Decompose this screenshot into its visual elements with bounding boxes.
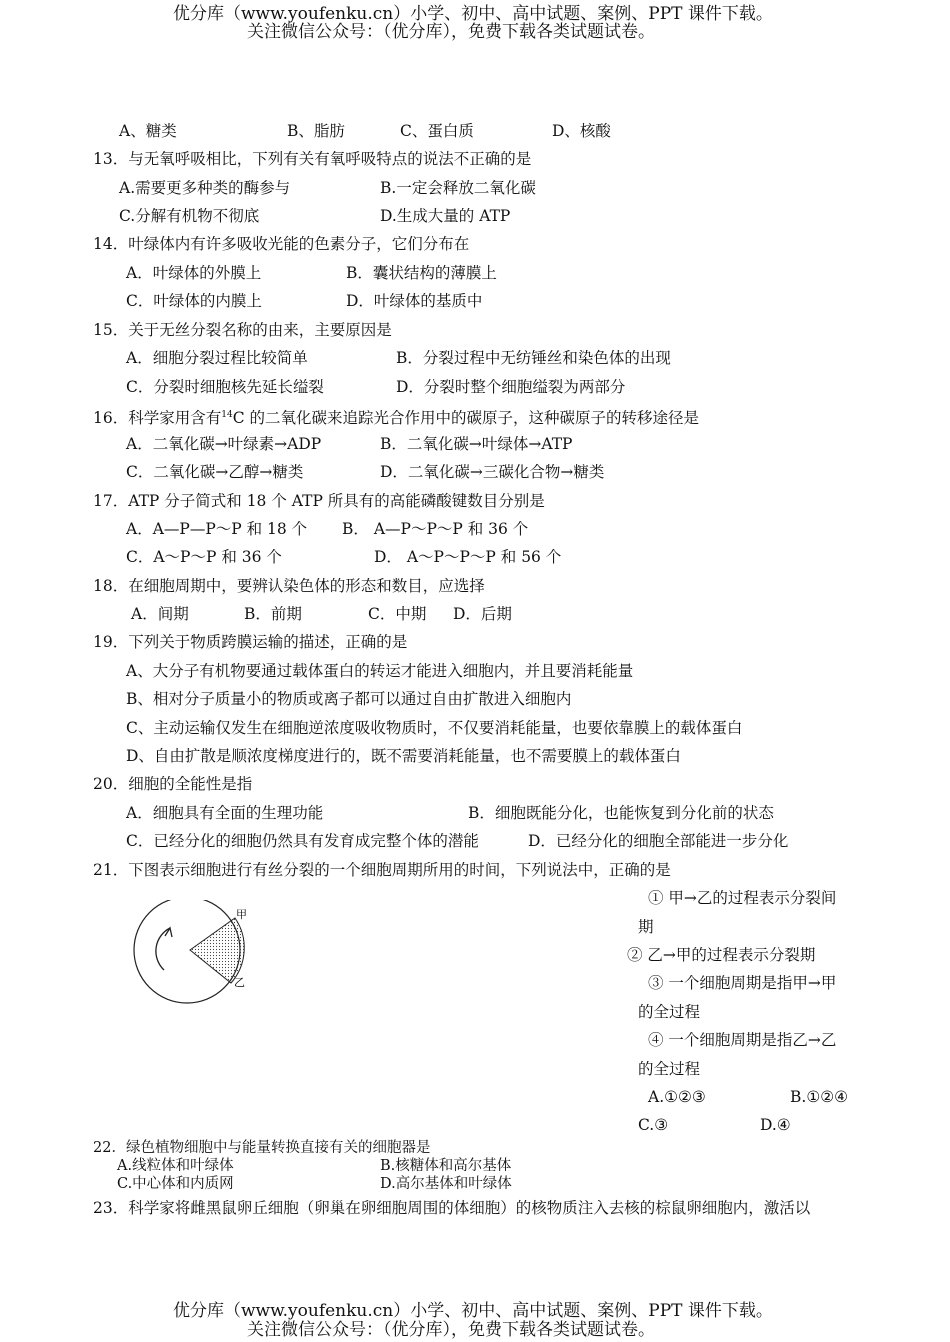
q12-option-d: D、核酸: [552, 122, 611, 140]
q15-stem: 15．关于无丝分裂名称的由来，主要原因是: [93, 321, 392, 339]
q15-option-b: B．分裂过程中无纺锤丝和染色体的出现: [396, 349, 671, 367]
q20-stem: 20．细胞的全能性是指: [93, 775, 253, 793]
q14-option-d: D．叶绿体的基质中: [346, 292, 483, 310]
q20-option-a: A．细胞具有全面的生理功能: [126, 804, 324, 822]
q22-option-d: D.高尔基体和叶绿体: [380, 1176, 512, 1192]
q12-option-a: A、糖类: [119, 122, 177, 140]
q14-option-b: B．囊状结构的薄膜上: [346, 264, 497, 282]
header-line-2: 关注微信公众号：（优分库），免费下载各类试题试卷。: [247, 22, 655, 42]
q21-statement-1: ① 甲→乙的过程表示分裂间: [648, 889, 837, 907]
q13-stem: 13．与无氧呼吸相比，下列有关有氧呼吸特点的说法不正确的是: [93, 150, 532, 168]
q19-stem: 19．下列关于物质跨膜运输的描述，正确的是: [93, 633, 408, 651]
q23-stem: 23．科学家将雌黑鼠卵丘细胞（卵巢在卵细胞周围的体细胞）的核物质注入去核的棕鼠卵细胞内，激活以: [93, 1199, 811, 1217]
q16-option-b: B．二氧化碳→叶绿体→ATP: [380, 435, 573, 453]
label-jia: 甲: [236, 908, 247, 921]
division-phase-sector: [190, 918, 244, 983]
q21-statement-2: ② 乙→甲的过程表示分裂期: [627, 946, 816, 964]
label-yi: 乙: [234, 976, 245, 989]
q21-option-c: C.③: [638, 1116, 669, 1134]
q20-option-c: C．已经分化的细胞仍然具有发育成完整个体的潜能: [126, 832, 479, 850]
header-line-1: 优分库（www.youfenku.cn）小学、初中、高中试题、案例、PPT 课件下载。: [173, 4, 773, 24]
q20-option-d: D．已经分化的细胞全部能进一步分化: [528, 832, 789, 850]
q16-option-c: C．二氧化碳→乙醇→糖类: [126, 463, 304, 481]
q21-stem: 21．下图表示细胞进行有丝分裂的一个细胞周期所用的时间，下列说法中，正确的是: [93, 861, 671, 879]
q15-option-c: C．分裂时细胞核先延长缢裂: [126, 378, 324, 396]
cell-cycle-diagram: [128, 900, 258, 1004]
q17-option-d: D． A～P～P～P 和 56 个: [374, 548, 562, 566]
q16-option-d: D．二氧化碳→三碳化合物→糖类: [380, 463, 605, 481]
q21-option-b: B.①②④: [790, 1088, 849, 1106]
q18-option-d: D．后期: [453, 605, 512, 623]
q16-isotope-superscript: 14: [221, 410, 233, 420]
footer-line-2: 关注微信公众号：（优分库），免费下载各类试题试卷。: [247, 1320, 655, 1340]
footer-line-1: 优分库（www.youfenku.cn）小学、初中、高中试题、案例、PPT 课件下载。: [173, 1301, 773, 1321]
q19-option-c: C、主动运输仅发生在细胞逆浓度吸收物质时，不仅要消耗能量，也要依靠膜上的载体蛋白: [126, 719, 743, 737]
q13-option-a: A.需要更多种类的酶参与: [119, 179, 291, 197]
q14-option-c: C．叶绿体的内膜上: [126, 292, 262, 310]
q17-option-a: A．A—P—P～P 和 18 个: [126, 520, 308, 538]
q13-option-c: C.分解有机物不彻底: [119, 207, 260, 225]
q17-option-b: B． A—P～P～P 和 36 个: [342, 520, 529, 538]
q17-option-c: C．A～P～P 和 36 个: [126, 548, 282, 566]
q21-statement-4-cont: 的全过程: [638, 1060, 701, 1078]
q18-option-b: B．前期: [244, 605, 302, 623]
q16-option-a: A．二氧化碳→叶绿素→ADP: [126, 435, 322, 453]
q20-option-b: B．细胞既能分化，也能恢复到分化前的状态: [468, 804, 774, 822]
q19-option-b: B、相对分子质量小的物质或离子都可以通过自由扩散进入细胞内: [126, 690, 572, 708]
q22-option-b: B.核糖体和高尔基体: [380, 1158, 512, 1174]
q21-statement-4: ④ 一个细胞周期是指乙→乙: [648, 1031, 837, 1049]
q13-option-b: B.一定会释放二氧化碳: [380, 179, 536, 197]
q21-option-a: A.①②③: [648, 1088, 706, 1106]
q14-stem: 14．叶绿体内有许多吸收光能的色素分子，它们分布在: [93, 235, 470, 253]
q21-statement-1-cont: 期: [638, 918, 654, 936]
q22-stem: 22．绿色植物细胞中与能量转换直接有关的细胞器是: [93, 1140, 431, 1156]
q18-stem: 18．在细胞周期中，要辨认染色体的形态和数目，应选择: [93, 577, 485, 595]
q16-stem: 16．科学家用含有$^{14}$C 的二氧化碳来追踪光合作用中的碳原子，这种碳原子的转移途径是: [93, 409, 699, 428]
q19-option-d: D、自由扩散是顺浓度梯度进行的，既不需要消耗能量，也不需要膜上的载体蛋白: [126, 747, 681, 765]
q13-option-d: D.生成大量的 ATP: [380, 207, 511, 225]
q22-option-c: C.中心体和内质网: [117, 1176, 234, 1192]
cycle-direction-arrow: [156, 928, 170, 970]
q17-stem: 17．ATP 分子简式和 18 个 ATP 所具有的高能磷酸键数目分别是: [93, 492, 545, 510]
arrow-head: [165, 928, 172, 937]
q12-option-c: C、蛋白质: [400, 122, 474, 140]
q19-option-a: A、大分子有机物要通过载体蛋白的转运才能进入细胞内，并且要消耗能量: [126, 662, 634, 680]
q18-option-c: C．中期: [368, 605, 427, 623]
q12-option-b: B、脂肪: [287, 122, 345, 140]
q22-option-a: A.线粒体和叶绿体: [117, 1158, 234, 1174]
q18-option-a: A．间期: [131, 605, 189, 623]
q15-option-d: D．分裂时整个细胞缢裂为两部分: [396, 378, 626, 396]
q15-option-a: A．细胞分裂过程比较简单: [126, 349, 308, 367]
q21-option-d: D.④: [760, 1116, 791, 1134]
q21-statement-3-cont: 的全过程: [638, 1003, 701, 1021]
q21-statement-3: ③ 一个细胞周期是指甲→甲: [648, 974, 837, 992]
q14-option-a: A．叶绿体的外膜上: [126, 264, 262, 282]
